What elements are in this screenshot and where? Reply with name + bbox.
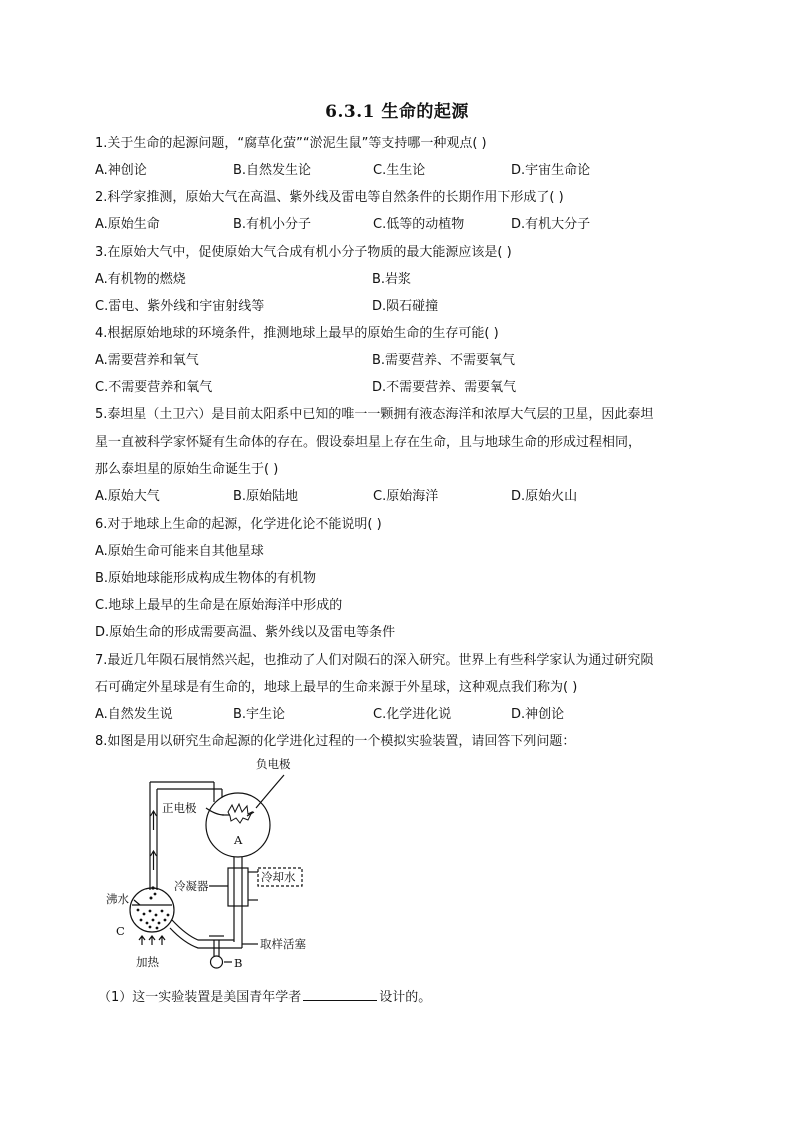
question-4-option-d: D.不需要营养、需要氧气 [372, 380, 517, 395]
label-flask-b: B [234, 956, 243, 970]
question-8-sub-1-prefix: （1）这一实验装置是美国青年学者 [98, 990, 302, 1005]
question-6-option-a: A.原始生命可能来自其他星球 [95, 544, 264, 559]
question-1-option-c: C.生生论 [373, 163, 426, 178]
label-flask-a: A [234, 833, 243, 847]
label-cooling-water: 冷却水 [261, 870, 296, 884]
condenser-jacket [228, 868, 248, 906]
question-2-option-c: C.低等的动植物 [373, 217, 465, 232]
apparatus-svg [106, 757, 336, 975]
question-1-stem: 1.关于生命的起源问题，“腐草化萤”“淤泥生鼠”等支持哪一种观点( ) [95, 136, 487, 151]
question-3-option-a: A.有机物的燃烧 [95, 272, 186, 287]
question-6-stem: 6.对于地球上生命的起源，化学进化论不能说明( ) [95, 517, 382, 532]
question-5-option-a: A.原始大气 [95, 489, 160, 504]
question-5-option-b: B.原始陆地 [233, 489, 299, 504]
label-sampling-valve: 取样活塞 [260, 937, 306, 951]
question-4-option-a: A.需要营养和氧气 [95, 353, 199, 368]
question-1-option-b: B.自然发生论 [233, 163, 312, 178]
answer-blank[interactable] [303, 987, 377, 1001]
question-6-option-d: D.原始生命的形成需要高温、紫外线以及雷电等条件 [95, 625, 396, 640]
question-6-option-b: B.原始地球能形成构成生物体的有机物 [95, 571, 317, 586]
label-condenser: 冷凝器 [174, 879, 209, 893]
question-5-option-c: C.原始海洋 [373, 489, 439, 504]
question-5-stem-line-1: 5.泰坦星（土卫六）是目前太阳系中已知的唯一一颗拥有液态海洋和浓厚大气层的卫星，因此泰坦 [95, 407, 654, 422]
question-7-option-b: B.宇生论 [233, 707, 286, 722]
question-8-sub-1-suffix: 设计的。 [379, 990, 432, 1005]
question-3-option-d: D.陨石碰撞 [372, 299, 439, 314]
question-2-option-b: B.有机小分子 [233, 217, 312, 232]
question-5-option-d: D.原始火山 [511, 489, 578, 504]
question-7-stem-line-2: 石可确定外星球是有生命的，地球上最早的生命来源于外星球，这种观点我们称为( ) [95, 680, 578, 695]
label-flask-c: C [116, 924, 125, 938]
question-7-option-d: D.神创论 [511, 707, 565, 722]
spark-icon [228, 804, 252, 823]
label-boiling-water: 沸水 [106, 892, 129, 906]
label-heating: 加热 [136, 955, 159, 969]
question-1-option-d: D.宇宙生命论 [511, 163, 591, 178]
question-3-option-c: C.雷电、紫外线和宇宙射线等 [95, 299, 265, 314]
experiment-apparatus-diagram [106, 757, 336, 975]
page-title: 6.3.1 生命的起源 [325, 102, 469, 122]
flask-b [211, 956, 223, 968]
question-5-stem-line-2: 星一直被科学家怀疑有生命体的存在。假设泰坦星上存在生命，且与地球生命的形成过程相同， [95, 435, 642, 450]
question-8-stem: 8.如图是用以研究生命起源的化学进化过程的一个模拟实验装置，请回答下列问题： [95, 734, 576, 749]
question-4-option-c: C.不需要营养和氧气 [95, 380, 213, 395]
question-3-option-b: B.岩浆 [372, 272, 412, 287]
question-3-stem: 3.在原始大气中，促使原始大气合成有机小分子物质的最大能源应该是( ) [95, 245, 512, 260]
question-8-sub-1 [98, 987, 431, 1007]
label-negative-electrode: 负电极 [256, 757, 291, 771]
question-4-option-b: B.需要营养、不需要氧气 [372, 353, 516, 368]
question-4-stem: 4.根据原始地球的环境条件，推测地球上最早的原始生命的生存可能( ) [95, 326, 499, 341]
bubbles-icon [137, 886, 170, 929]
question-2-option-d: D.有机大分子 [511, 217, 591, 232]
question-7-stem-line-1: 7.最近几年陨石展悄然兴起，也推动了人们对陨石的深入研究。世界上有些科学家认为通过研究陨 [95, 653, 654, 668]
question-2-stem: 2.科学家推测，原始大气在高温、紫外线及雷电等自然条件的长期作用下形成了( ) [95, 190, 564, 205]
question-7-option-a: A.自然发生说 [95, 707, 173, 722]
question-6-option-c: C.地球上最早的生命是在原始海洋中形成的 [95, 598, 343, 613]
question-5-stem-line-3: 那么泰坦星的原始生命诞生于( ) [95, 462, 279, 477]
label-positive-electrode: 正电极 [162, 801, 197, 815]
question-1-option-a: A.神创论 [95, 163, 147, 178]
question-7-option-c: C.化学进化说 [373, 707, 452, 722]
question-2-option-a: A.原始生命 [95, 217, 160, 232]
